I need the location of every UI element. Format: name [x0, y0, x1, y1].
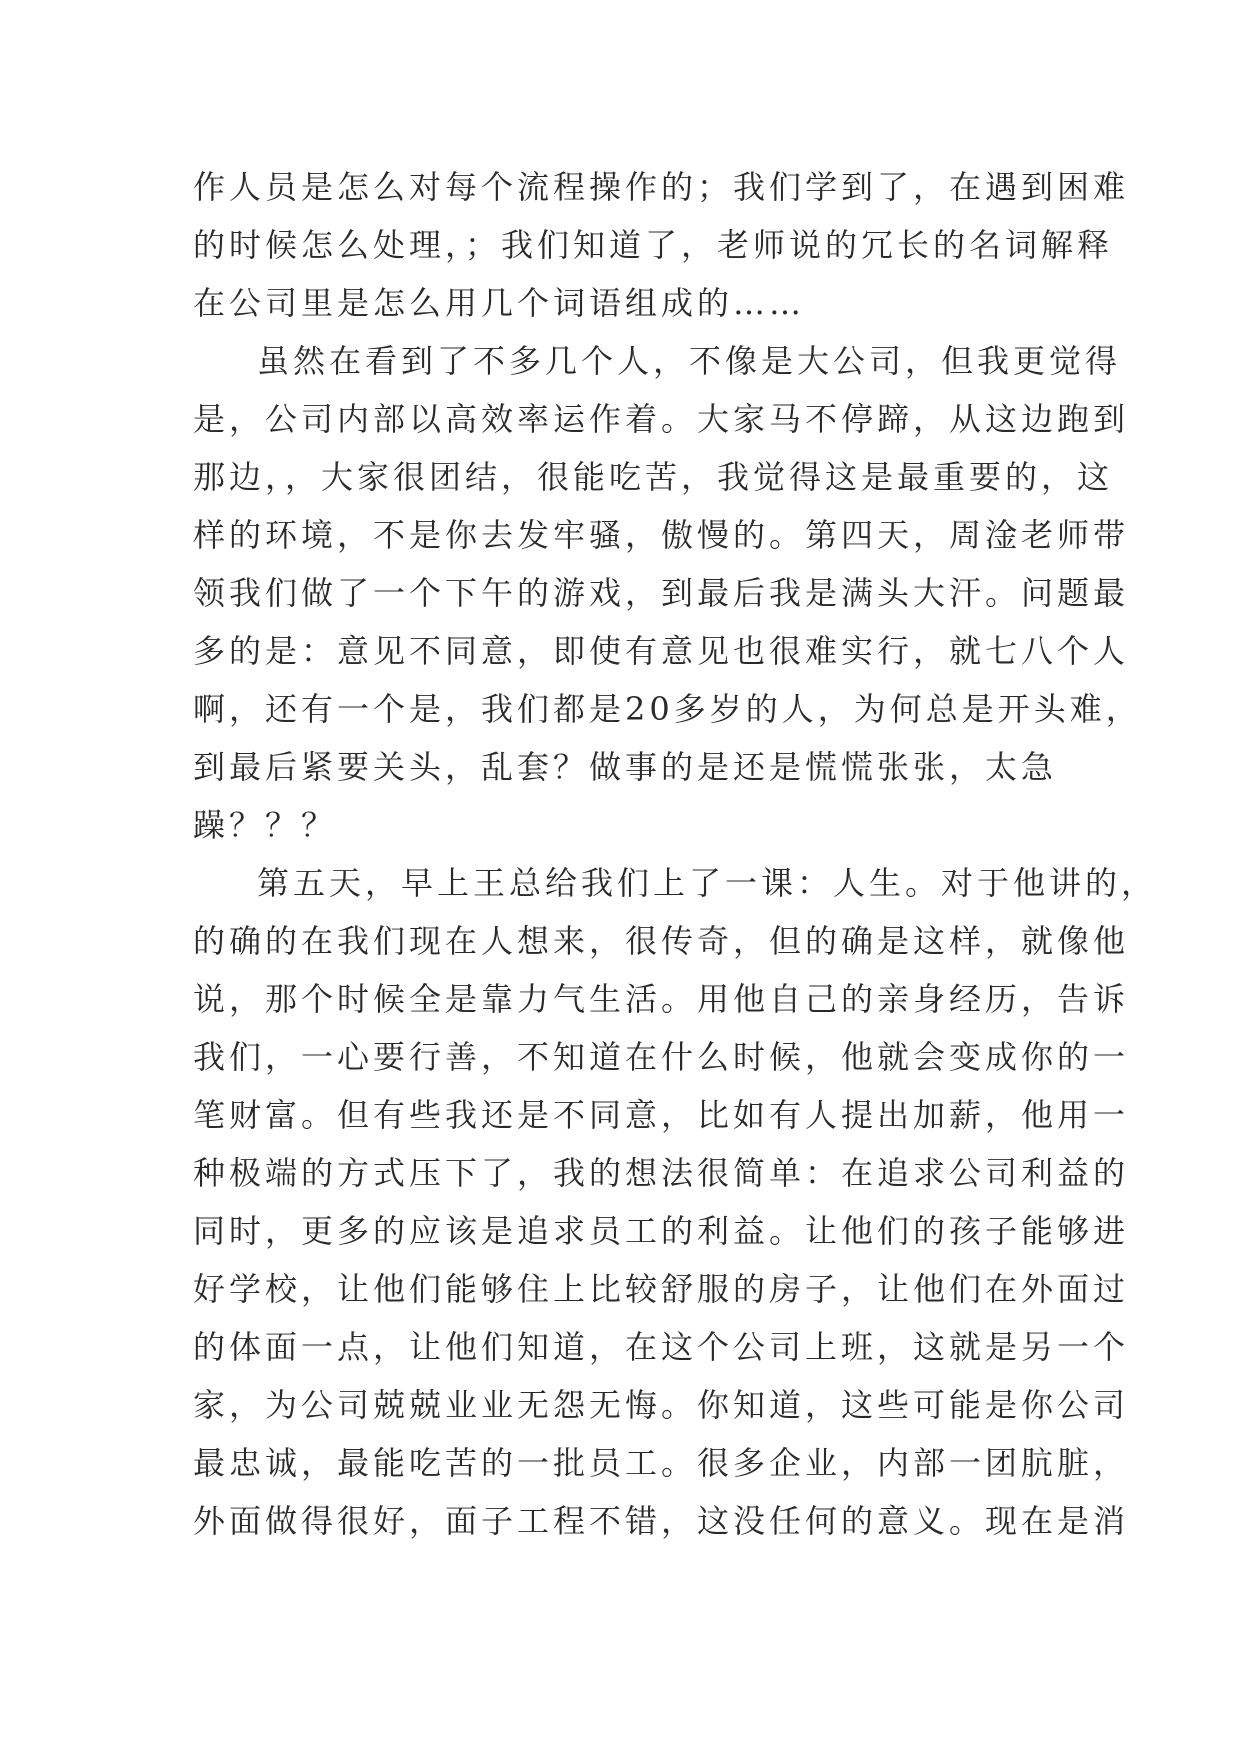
text-line: 说，那个时候全是靠力气生活。用他自己的亲身经历，告诉	[193, 980, 1130, 1018]
document-page	[193, 158, 1158, 1550]
text-line: 样的环境，不是你去发牢骚，傲慢的。第四天，周淦老师带	[193, 516, 1130, 554]
text-line: 的时候怎么处理，；我们知道了，老师说的冗长的名词解释	[193, 226, 1114, 264]
text-line: 我们，一心要行善，不知道在什么时候，他就会变成你的一	[193, 1038, 1130, 1076]
text-line: 虽然在看到了不多几个人，不像是大公司，但我更觉得	[257, 342, 1122, 380]
paragraph-1	[193, 158, 1130, 332]
text-line: 家，为公司兢兢业业无怨无悔。你知道，这些可能是你公司	[193, 1386, 1130, 1424]
text-line: 是，公司内部以高效率运作着。大家马不停蹄，从这边跑到	[193, 400, 1130, 438]
text-line: 外面做得很好，面子工程不错，这没任何的意义。现在是消	[193, 1502, 1130, 1540]
text-line: 的确的在我们现在人想来，很传奇，但的确是这样，就像他	[193, 922, 1130, 960]
text-line: 那边，，大家很团结，很能吃苦，我觉得这是最重要的，这	[193, 458, 1114, 496]
text-line: 第五天，早上王总给我们上了一课：人生。对于他讲的，	[257, 864, 1158, 902]
text-line: 种极端的方式压下了，我的想法很简单：在追求公司利益的	[193, 1154, 1130, 1192]
text-line: 最忠诚，最能吃苦的一批员工。很多企业，内部一团肮脏，	[193, 1444, 1130, 1482]
paragraph-3	[193, 854, 1158, 1550]
text-line: 好学校，让他们能够住上比较舒服的房子，让他们在外面过	[193, 1270, 1130, 1308]
text-line: 在公司里是怎么用几个词语组成的……	[193, 284, 806, 322]
text-line: 同时，更多的应该是追求员工的利益。让他们的孩子能够进	[193, 1212, 1130, 1250]
text-line: 多的是：意见不同意，即使有意见也很难实行，就七八个人	[193, 632, 1130, 670]
paragraph-2	[193, 332, 1142, 854]
text-line: 躁？？？	[193, 806, 338, 844]
text-line: 领我们做了一个下午的游戏，到最后我是满头大汗。问题最	[193, 574, 1130, 612]
text-line: 的体面一点，让他们知道，在这个公司上班，这就是另一个	[193, 1328, 1130, 1366]
text-line: 啊，还有一个是，我们都是20多岁的人，为何总是开头难，	[193, 690, 1142, 728]
text-line: 笔财富。但有些我还是不同意，比如有人提出加薪，他用一	[193, 1096, 1130, 1134]
text-line: 到最后紧要关头，乱套？做事的是还是慌慌张张，太急	[193, 748, 1058, 786]
text-line: 作人员是怎么对每个流程操作的；我们学到了，在遇到困难	[193, 168, 1130, 206]
